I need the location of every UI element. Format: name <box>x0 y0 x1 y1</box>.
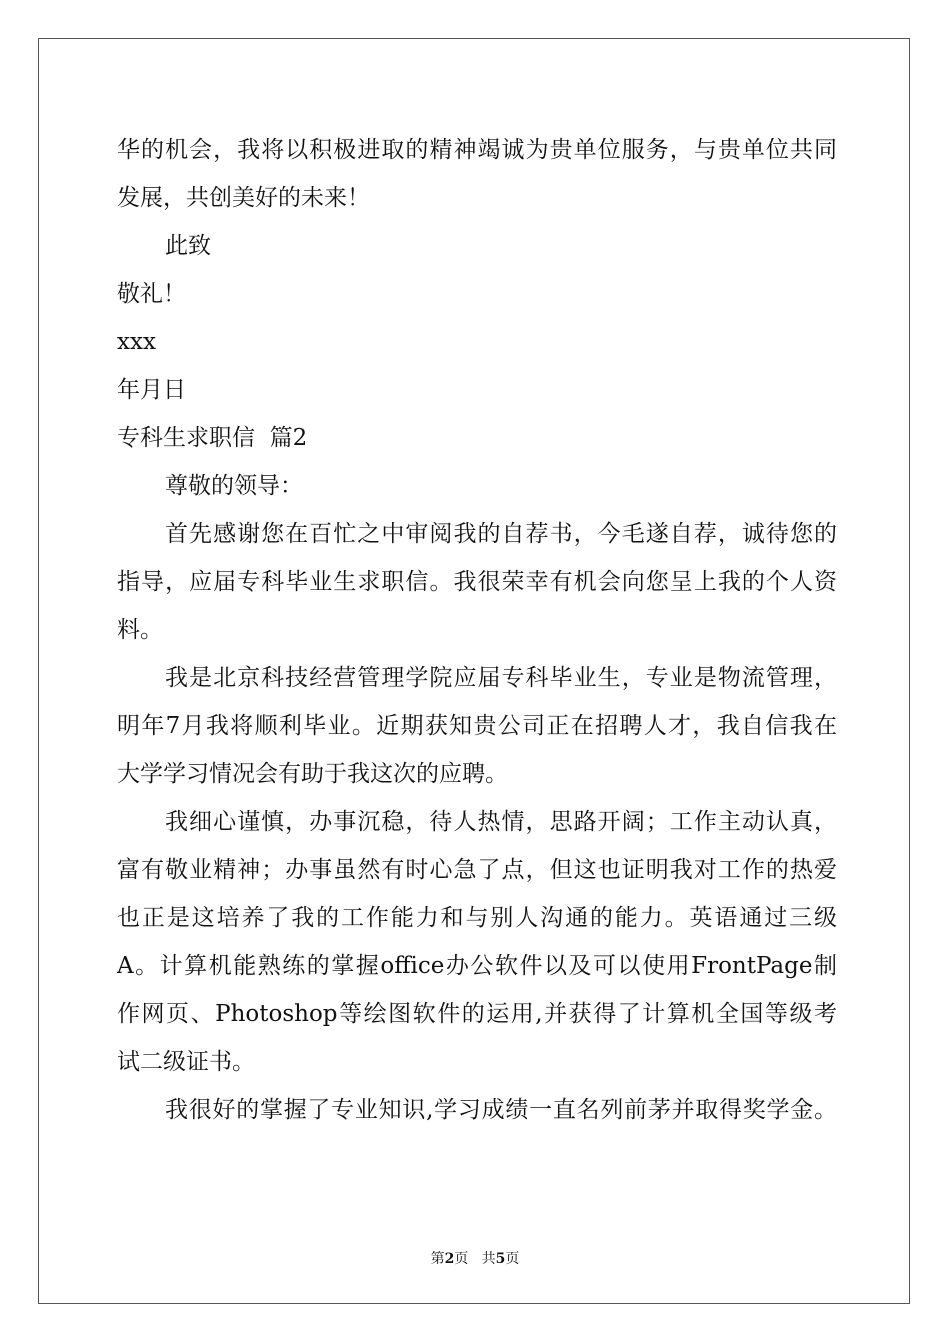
total-page-count: 5 <box>495 1251 506 1267</box>
text-line: 试二级证书。 <box>117 1049 255 1075</box>
text-line: 作网页、Photoshop等绘图软件的运用,并获得了计算机全国等级考 <box>117 1001 837 1027</box>
text-line: 发展，共创美好的未来！ <box>117 185 370 211</box>
signature-date: 年月日 <box>117 377 186 403</box>
greeting: 尊敬的领导： <box>165 473 303 499</box>
document-body <box>117 126 837 1134</box>
text-line: 富有敬业精神；办事虽然有时心急了点，但这也证明我对工作的热爱 <box>117 857 837 883</box>
signature-name: xxx <box>117 329 156 355</box>
page-footer <box>0 1248 950 1268</box>
section-heading: 专科生求职信 篇2 <box>117 425 308 451</box>
footer-total-suffix: 页 <box>505 1251 520 1267</box>
text-line: 料。 <box>117 617 163 643</box>
text-line: 我细心谨慎，办事沉稳，待人热情，思路开阔；工作主动认真， <box>165 809 837 835</box>
closing-regards: 敬礼！ <box>117 281 186 307</box>
text-line: 首先感谢您在百忙之中审阅我的自荐书，今毛遂自荐，诚待您的 <box>165 521 837 547</box>
footer-page-suffix: 页 共 <box>454 1251 496 1267</box>
text-line: 我很好的掌握了专业知识,学习成绩一直名列前茅并取得奖学金。 <box>165 1097 837 1123</box>
text-line: 指导，应届专科毕业生求职信。我很荣幸有机会向您呈上我的个人资 <box>117 569 837 595</box>
text-line: 我是北京科技经营管理学院应届专科毕业生，专业是物流管理， <box>165 665 837 691</box>
text-line: 明年7月我将顺利毕业。近期获知贵公司正在招聘人才，我自信我在 <box>117 713 837 739</box>
text-line: 华的机会，我将以积极进取的精神竭诚为贵单位服务，与贵单位共同 <box>117 137 837 163</box>
text-line: A。计算机能熟练的掌握office办公软件以及可以使用FrontPage制 <box>117 953 837 979</box>
closing-salutation: 此致 <box>165 233 211 259</box>
text-line: 也正是这培养了我的工作能力和与别人沟通的能力。英语通过三级 <box>117 905 837 931</box>
footer-prefix: 第 <box>430 1251 445 1267</box>
text-line: 大学学习情况会有助于我这次的应聘。 <box>117 761 508 787</box>
current-page-number: 2 <box>444 1251 455 1267</box>
